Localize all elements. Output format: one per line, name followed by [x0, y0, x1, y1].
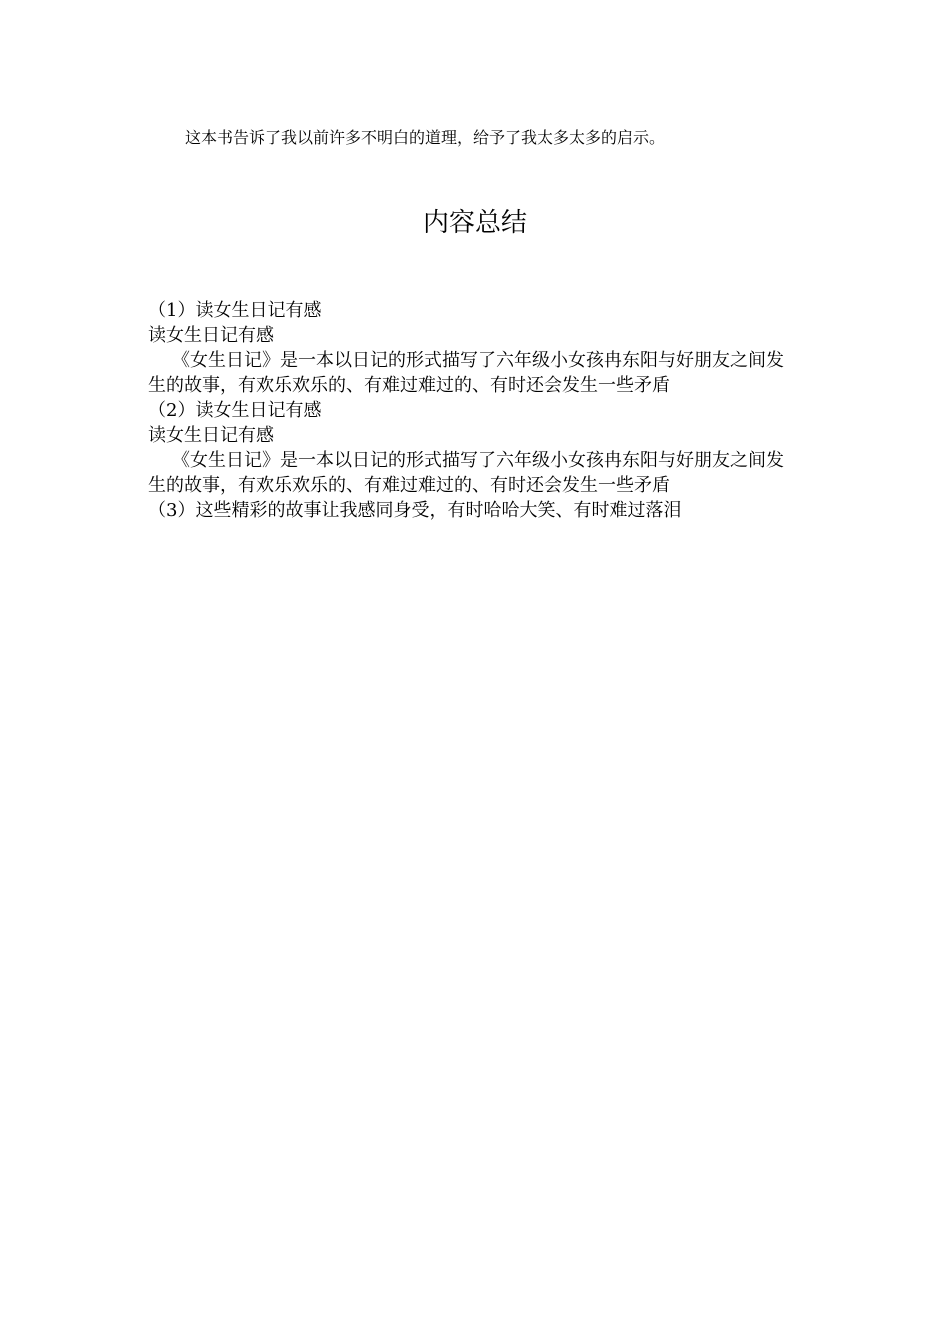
summary-item-2-paragraph: 《女生日记》是一本以日记的形式描写了六年级小女孩冉东阳与好朋友之间发生的故事，有欢乐欢乐的、有难过难过的、有时还会发生一些矛盾 — [148, 450, 784, 496]
summary-item-1-subtitle: 读女生日记有感 — [148, 325, 274, 346]
intro-sentence: 这本书告诉了我以前许多不明白的道理，给予了我太多太多的启示。 — [185, 128, 666, 147]
summary-item-2-subtitle: 读女生日记有感 — [148, 425, 274, 446]
summary-item-2-title: （2）读女生日记有感 — [148, 400, 322, 421]
summary-item-1-title: （1）读女生日记有感 — [148, 300, 322, 321]
summary-item-3-title: （3）这些精彩的故事让我感同身受，有时哈哈大笑、有时难过落泪 — [148, 500, 682, 521]
summary-body — [148, 298, 793, 523]
section-heading: 内容总结 — [422, 208, 527, 238]
summary-item-1-paragraph: 《女生日记》是一本以日记的形式描写了六年级小女孩冉东阳与好朋友之间发生的故事，有欢乐欢乐的、有难过难过的、有时还会发生一些矛盾 — [148, 350, 784, 396]
